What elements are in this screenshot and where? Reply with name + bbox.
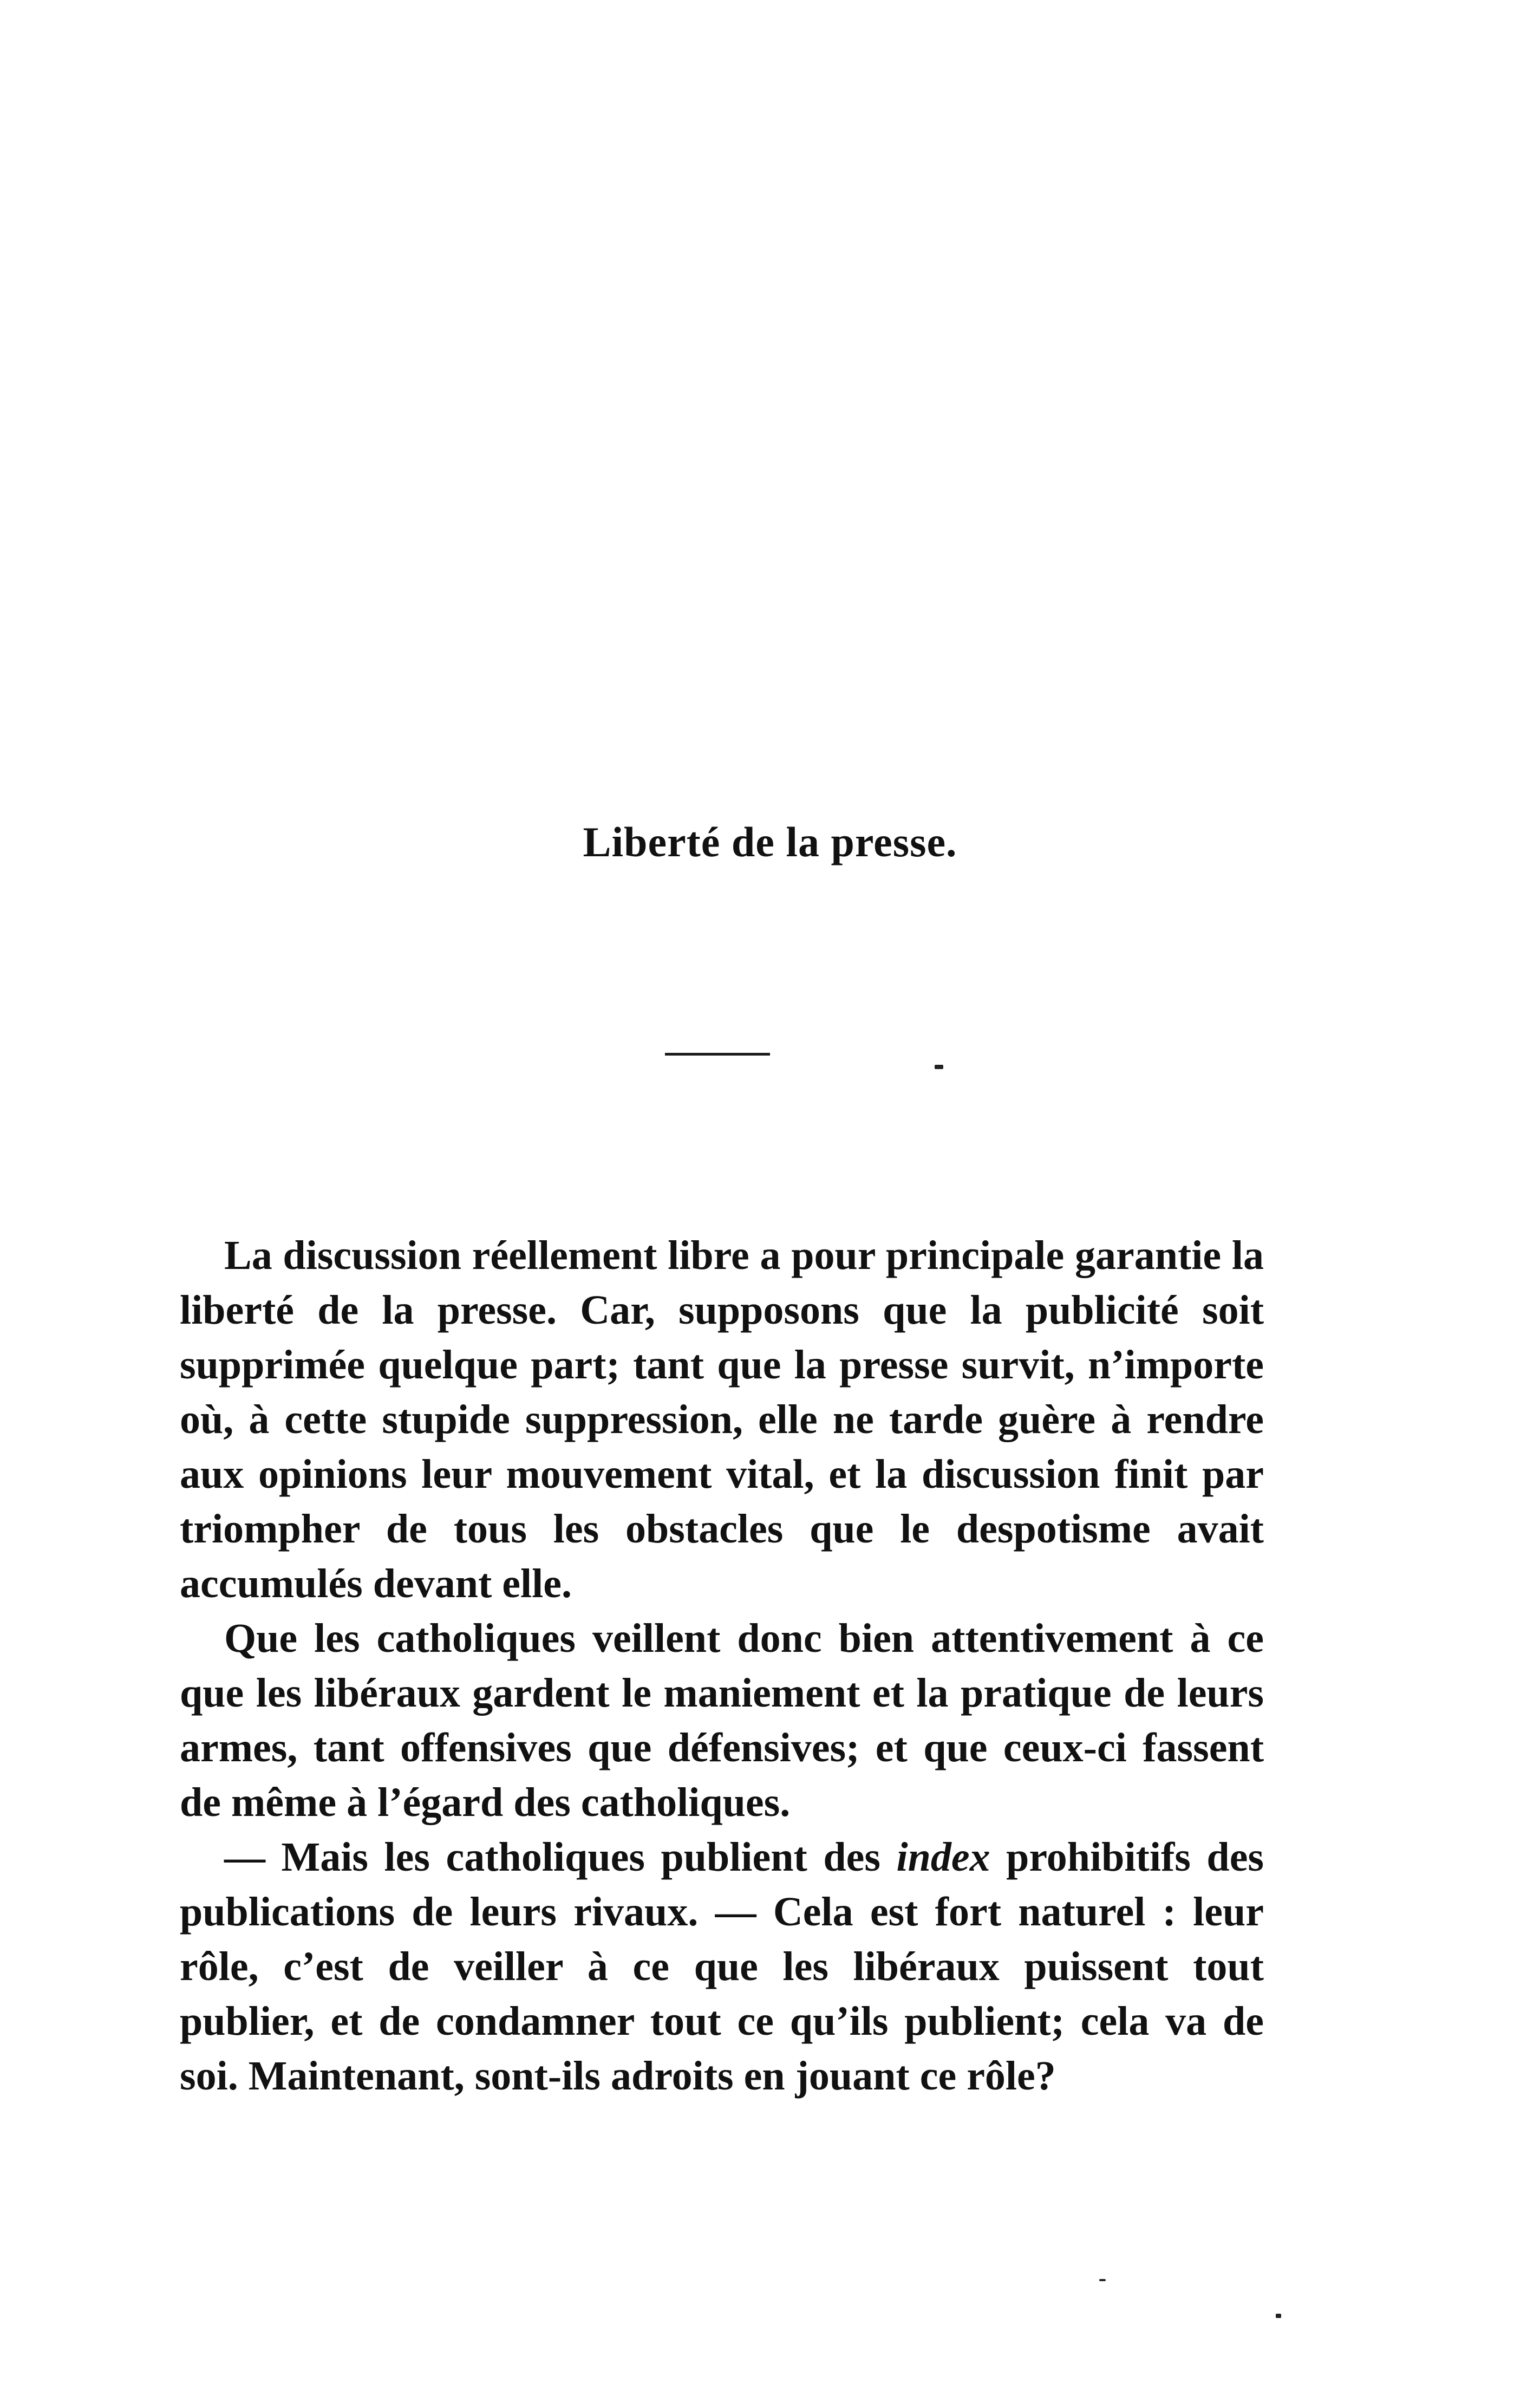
paragraph-3 xyxy=(180,1830,1264,2104)
body-text xyxy=(180,1228,1264,2104)
italic-index-word: index xyxy=(896,1834,990,1880)
paragraph-3-start: — Mais les catholiques publient des xyxy=(224,1834,897,1880)
ink-speck xyxy=(1276,2314,1281,2318)
paragraph-2: Que les catholiques veillent donc bien attentivement à ce que les libéraux gardent le maniement et la pratique de leurs armes, tant offensives que défensives; et que ceux-ci fassent de même à l’égard des catholiques. xyxy=(180,1616,1264,1825)
title-separator-rule xyxy=(665,1053,770,1056)
paragraph-1: La discussion réellement libre a pour principale garantie la liberté de la presse. Car, supposons que la publicité soit supprimée quelque part; tant que la presse survit, n’importe où, à cette stupide suppression, elle ne tarde guère à rendre aux opinions leur mouvement vital, et la discussion finit par triompher de tous les obstacles que le despotisme avait accumulés devant elle. xyxy=(180,1233,1264,1606)
paragraph-3-end: prohibitifs des publications de leurs rivaux. — Cela est fort naturel : leur rôle, c’est de veiller à ce que les libéraux puissent tout publier, et de condamner tout ce qu’ils publient; cela va de soi. Maintenant, sont-ils adroits en jouant ce rôle? xyxy=(180,1834,1264,2099)
chapter-title: Liberté de la presse. xyxy=(583,818,957,865)
ink-speck xyxy=(935,1065,943,1069)
ink-speck xyxy=(1099,2279,1106,2281)
